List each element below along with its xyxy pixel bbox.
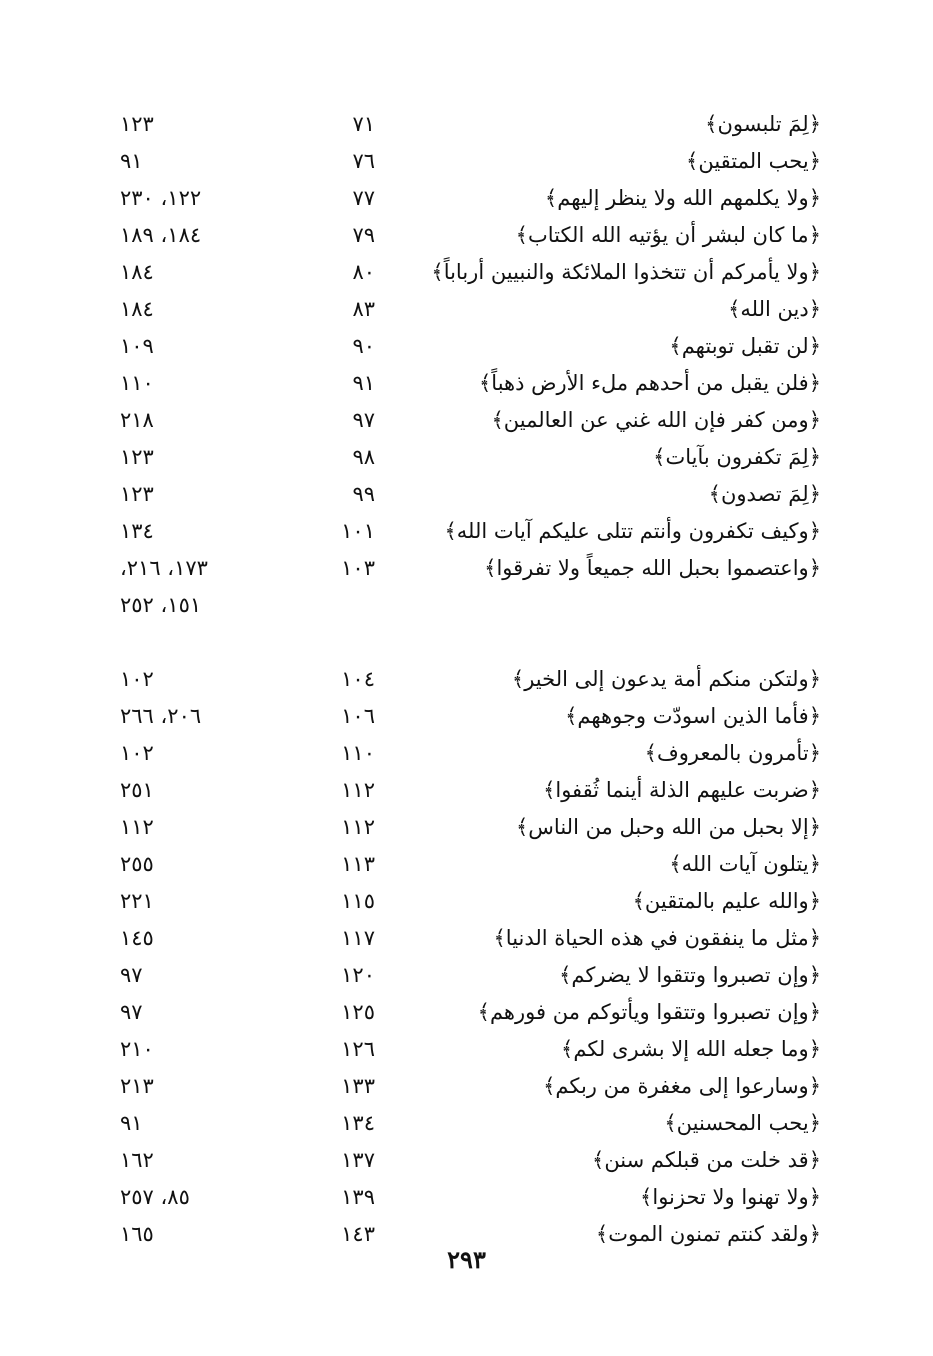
verse-open-bracket: ﴿ xyxy=(808,297,821,321)
page-references: ١٦٢ xyxy=(120,1148,154,1172)
index-row xyxy=(0,772,933,809)
index-row xyxy=(0,402,933,439)
verse-open-bracket: ﴿ xyxy=(808,1185,821,1209)
page-references: ٢٥٥ xyxy=(120,852,154,876)
page-references: ١٣٤ xyxy=(120,519,154,543)
verse-close-bracket: ﴾ xyxy=(478,371,492,395)
verse-open-bracket: ﴿ xyxy=(808,704,821,728)
verse-text xyxy=(391,217,821,254)
verse-close-bracket: ﴾ xyxy=(559,963,572,987)
page-references: ١٠٢ xyxy=(120,741,154,765)
verse-phrase: ولا يأمركم أن تتخذوا الملائكة والنبيين أرباباً xyxy=(443,260,809,284)
verse-open-bracket: ﴿ xyxy=(808,371,821,395)
verse-text xyxy=(391,328,821,365)
ayah-number: ١١٧ xyxy=(341,926,375,950)
ayah-number: ٧٩ xyxy=(352,223,375,247)
index-row xyxy=(0,143,933,180)
verse-text xyxy=(391,291,821,328)
page-references: ٢٢١ xyxy=(120,889,154,913)
verse-phrase: ولقد كنتم تمنون الموت xyxy=(608,1222,809,1246)
verse-open-bracket: ﴿ xyxy=(808,778,821,802)
verse-phrase: فأما الذين اسودّت وجوههم xyxy=(577,704,809,728)
verse-phrase: ما كان لبشر أن يؤتيه الله الكتاب xyxy=(527,223,809,247)
verse-close-bracket: ﴾ xyxy=(444,519,457,543)
index-row xyxy=(0,920,933,957)
verse-text xyxy=(391,661,821,698)
ayah-number: ١٢٥ xyxy=(341,1000,375,1024)
ayah-number: ٩٩ xyxy=(352,482,375,506)
verse-text xyxy=(391,513,821,550)
ayah-number: ٩٨ xyxy=(352,445,375,469)
verse-phrase: وسارعوا إلى مغفرة من ربكم xyxy=(555,1074,809,1098)
verse-text xyxy=(391,846,821,883)
ayah-number: ١٠١ xyxy=(341,519,375,543)
verse-open-bracket: ﴿ xyxy=(808,963,821,987)
page-references: ١١٠ xyxy=(120,371,154,395)
page-references: ١١٢ xyxy=(120,815,154,839)
page-references: ٩١ xyxy=(120,149,143,173)
verse-text xyxy=(391,106,821,143)
index-row xyxy=(0,1142,933,1179)
page-references: ١٢٣ xyxy=(120,445,154,469)
index-row xyxy=(0,994,933,1031)
verse-close-bracket: ﴾ xyxy=(669,334,682,358)
verse-phrase: ولتكن منكم أمة يدعون إلى الخير xyxy=(524,667,809,691)
verse-close-bracket: ﴾ xyxy=(477,1000,490,1024)
verse-close-bracket: ﴾ xyxy=(664,1111,677,1135)
verse-text xyxy=(391,772,821,809)
verse-open-bracket: ﴿ xyxy=(808,1000,821,1024)
page-references: ٩١ xyxy=(120,1111,143,1135)
verse-phrase: لِمَ تلبسون xyxy=(717,112,809,136)
page-references: ١٢٢، ٢٣٠ xyxy=(120,186,202,210)
ayah-number: ١٢٠ xyxy=(341,963,375,987)
verse-open-bracket: ﴿ xyxy=(808,186,821,210)
index-row xyxy=(0,587,933,624)
verse-open-bracket: ﴿ xyxy=(808,741,821,765)
ayah-number: ١٢٦ xyxy=(341,1037,375,1061)
ayah-number: ٧١ xyxy=(352,112,375,136)
verse-close-bracket: ﴾ xyxy=(705,112,718,136)
verse-open-bracket: ﴿ xyxy=(808,408,821,432)
ayah-number: ١٣٧ xyxy=(341,1148,375,1172)
page-references: ١٦٥ xyxy=(120,1222,154,1246)
verse-phrase: وإن تصبروا وتتقوا ويأتوكم من فورهم xyxy=(489,1000,809,1024)
verse-close-bracket: ﴾ xyxy=(561,1037,574,1061)
verse-open-bracket: ﴿ xyxy=(808,556,821,580)
verse-close-bracket: ﴾ xyxy=(708,482,721,506)
ayah-number: ٧٦ xyxy=(352,149,375,173)
verse-text xyxy=(391,439,821,476)
verse-phrase: ومن كفر فإن الله غني عن العالمين xyxy=(503,408,809,432)
verse-open-bracket: ﴿ xyxy=(808,1074,821,1098)
index-row xyxy=(0,217,933,254)
verse-text xyxy=(391,180,821,217)
verse-text xyxy=(391,957,821,994)
verse-text xyxy=(391,1105,821,1142)
verse-close-bracket: ﴾ xyxy=(515,815,529,839)
verse-open-bracket: ﴿ xyxy=(808,112,821,136)
ayah-number: ٨٠ xyxy=(352,260,375,284)
verse-close-bracket: ﴾ xyxy=(592,1148,605,1172)
page-references: ٢١٠ xyxy=(120,1037,154,1061)
page-references: ١٢٣ xyxy=(120,112,154,136)
page-references: ١٠٩ xyxy=(120,334,154,358)
verse-phrase: قد خلت من قبلكم سنن xyxy=(604,1148,809,1172)
index-row xyxy=(0,735,933,772)
index-row xyxy=(0,513,933,550)
verse-text xyxy=(391,1142,821,1179)
ayah-number: ٨٣ xyxy=(352,297,375,321)
verse-phrase: وما جعله الله إلا بشرى لكم xyxy=(573,1037,809,1061)
verse-close-bracket: ﴾ xyxy=(515,223,528,247)
verse-phrase: ولا يكلمهم الله ولا ينظر إليهم xyxy=(557,186,809,210)
verse-phrase: لن تقبل توبتهم xyxy=(681,334,809,358)
verse-close-bracket: ﴾ xyxy=(595,1222,609,1246)
verse-phrase: تأمرون بالمعروف xyxy=(656,741,809,765)
verse-text xyxy=(391,1068,821,1105)
verse-close-bracket: ﴾ xyxy=(644,741,657,765)
verse-phrase: لِمَ تصدون xyxy=(720,482,809,506)
verse-close-bracket: ﴾ xyxy=(484,556,497,580)
index-row xyxy=(0,1031,933,1068)
page-references: ٢٠٦، ٢٦٦ xyxy=(120,704,202,728)
index-row xyxy=(0,1068,933,1105)
verse-text xyxy=(391,365,821,402)
verse-open-bracket: ﴿ xyxy=(808,445,821,469)
verse-open-bracket: ﴿ xyxy=(808,667,821,691)
verse-open-bracket: ﴿ xyxy=(808,852,821,876)
verse-text xyxy=(391,476,821,513)
index-row xyxy=(0,624,933,661)
page-references: ١٨٤ xyxy=(120,260,154,284)
verse-close-bracket: ﴾ xyxy=(728,297,741,321)
verse-close-bracket: ﴾ xyxy=(632,889,645,913)
verse-close-bracket: ﴾ xyxy=(543,778,556,802)
ayah-number: ٩٠ xyxy=(352,334,375,358)
verse-text xyxy=(391,550,821,587)
verse-phrase: يحب المحسنين xyxy=(676,1111,809,1135)
index-row xyxy=(0,365,933,402)
verse-phrase: وكيف تكفرون وأنتم تتلى عليكم آيات الله xyxy=(456,519,809,543)
page-references: ٨٥، ٢٥٧ xyxy=(120,1185,190,1209)
verse-phrase: دين الله xyxy=(740,297,809,321)
verse-text xyxy=(391,698,821,735)
page-references: ١٠٢ xyxy=(120,667,154,691)
index-row xyxy=(0,550,933,587)
verse-close-bracket: ﴾ xyxy=(491,408,504,432)
verse-open-bracket: ﴿ xyxy=(808,1222,821,1246)
ayah-number: ١٠٣ xyxy=(341,556,375,580)
verse-close-bracket: ﴾ xyxy=(431,260,444,284)
verse-phrase: والله عليم بالمتقين xyxy=(644,889,809,913)
ayah-number: ١٠٦ xyxy=(341,704,375,728)
verse-close-bracket: ﴾ xyxy=(565,704,578,728)
ayah-number: ١٣٩ xyxy=(341,1185,375,1209)
verse-open-bracket: ﴿ xyxy=(808,334,821,358)
verse-text xyxy=(391,1031,821,1068)
verse-close-bracket: ﴾ xyxy=(544,186,558,210)
page-references: ٢٥١ xyxy=(120,778,154,802)
ayah-number: ١١٥ xyxy=(341,889,375,913)
verse-phrase: ولا تهنوا ولا تحزنوا xyxy=(652,1185,809,1209)
verse-close-bracket: ﴾ xyxy=(640,1185,653,1209)
page-references: ١٨٤، ١٨٩ xyxy=(120,223,202,247)
verse-text xyxy=(391,402,821,439)
page-references: ٢١٣ xyxy=(120,1074,154,1098)
index-row xyxy=(0,180,933,217)
ayah-number: ٧٧ xyxy=(352,186,375,210)
ayah-number: ١١٠ xyxy=(341,741,375,765)
index-row xyxy=(0,439,933,476)
page-references: ٩٧ xyxy=(120,1000,143,1024)
ayah-number: ١٤٣ xyxy=(341,1222,375,1246)
index-row xyxy=(0,957,933,994)
verse-phrase: إلا بحبل من الله وحبل من الناس xyxy=(528,815,809,839)
verse-phrase: واعتصموا بحبل الله جميعاً ولا تفرقوا xyxy=(496,556,809,580)
verse-text xyxy=(391,143,821,180)
verse-open-bracket: ﴿ xyxy=(808,926,821,950)
verse-phrase: فلن يقبل من أحدهم ملء الأرض ذهباً xyxy=(491,371,809,395)
verse-open-bracket: ﴿ xyxy=(808,1148,821,1172)
verse-close-bracket: ﴾ xyxy=(543,1074,556,1098)
index-row xyxy=(0,254,933,291)
page-references: ١٢٣ xyxy=(120,482,154,506)
verse-phrase: وإن تصبروا وتتقوا لا يضركم xyxy=(571,963,809,987)
index-row xyxy=(0,661,933,698)
verse-phrase: ضربت عليهم الذلة أينما ثُقفوا xyxy=(555,778,809,802)
verse-open-bracket: ﴿ xyxy=(808,519,821,543)
page-number: ٢٩٣ xyxy=(447,1245,486,1274)
index-row xyxy=(0,476,933,513)
page-references: ٢١٨ xyxy=(120,408,154,432)
verse-open-bracket: ﴿ xyxy=(808,889,821,913)
verse-text xyxy=(391,1179,821,1216)
index-row xyxy=(0,883,933,920)
ayah-number: ١٠٤ xyxy=(341,667,375,691)
ayah-number: ١٣٤ xyxy=(341,1111,375,1135)
verse-text xyxy=(391,920,821,957)
verse-phrase: يتلون آيات الله xyxy=(681,852,809,876)
ayah-number: ٩١ xyxy=(352,371,375,395)
index-row xyxy=(0,1105,933,1142)
verse-open-bracket: ﴿ xyxy=(808,1111,821,1135)
verse-open-bracket: ﴿ xyxy=(808,223,821,247)
verse-close-bracket: ﴾ xyxy=(686,149,699,173)
index-row xyxy=(0,698,933,735)
verse-text xyxy=(391,254,821,291)
index-row xyxy=(0,328,933,365)
ayah-number: ١٣٣ xyxy=(341,1074,375,1098)
verse-index-list xyxy=(0,106,933,1253)
verse-close-bracket: ﴾ xyxy=(511,667,525,691)
verse-text xyxy=(391,735,821,772)
verse-open-bracket: ﴿ xyxy=(808,149,821,173)
verse-phrase: لِمَ تكفرون بآيات xyxy=(665,445,809,469)
verse-close-bracket: ﴾ xyxy=(493,926,506,950)
verse-open-bracket: ﴿ xyxy=(808,260,821,284)
verse-text xyxy=(391,809,821,846)
index-row xyxy=(0,1179,933,1216)
page-references: ١٧٣، ٢١٦، xyxy=(120,556,208,580)
ayah-number: ١١٢ xyxy=(341,778,375,802)
verse-phrase: يحب المتقين xyxy=(698,149,809,173)
ayah-number: ١١٢ xyxy=(341,815,375,839)
index-row xyxy=(0,846,933,883)
verse-open-bracket: ﴿ xyxy=(808,815,821,839)
index-row xyxy=(0,291,933,328)
verse-text xyxy=(391,883,821,920)
page-references: ١٥١، ٢٥٢ xyxy=(120,593,202,617)
verse-close-bracket: ﴾ xyxy=(653,445,666,469)
verse-close-bracket: ﴾ xyxy=(669,852,682,876)
verse-phrase: مثل ما ينفقون في هذه الحياة الدنيا xyxy=(505,926,809,950)
verse-text xyxy=(391,994,821,1031)
ayah-number: ١١٣ xyxy=(341,852,375,876)
page-references: ١٤٥ xyxy=(120,926,154,950)
page-references: ٩٧ xyxy=(120,963,143,987)
index-row xyxy=(0,809,933,846)
page-references: ١٨٤ xyxy=(120,297,154,321)
verse-open-bracket: ﴿ xyxy=(808,1037,821,1061)
index-row xyxy=(0,106,933,143)
ayah-number: ٩٧ xyxy=(352,408,375,432)
verse-open-bracket: ﴿ xyxy=(808,482,821,506)
